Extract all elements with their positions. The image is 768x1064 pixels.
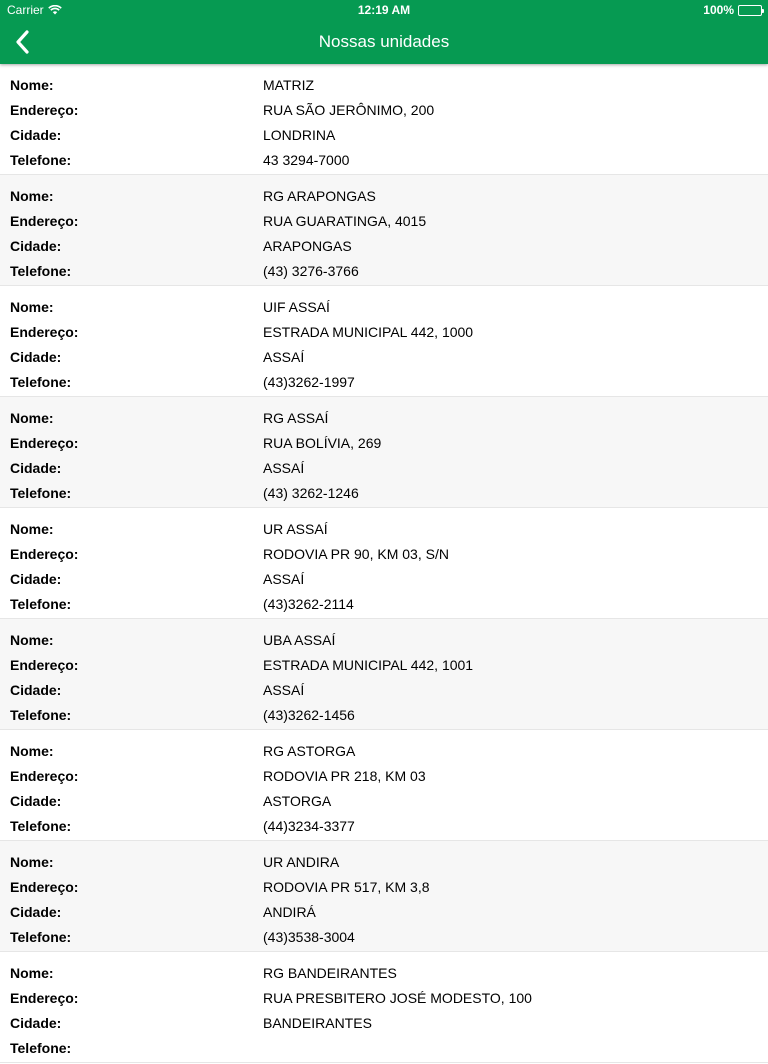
unit-nome-value: UR ANDIRA [263, 854, 340, 870]
unit-nome-label: Nome: [10, 188, 54, 204]
unit-nome-row [0, 76, 768, 101]
unit-telefone-value [263, 1039, 768, 1064]
unit-telefone-label: Telefone: [10, 596, 72, 612]
unit-telefone-value: (43)3538-3004 [263, 929, 355, 945]
unit-endereco-value: RUA SÃO JERÔNIMO, 200 [263, 102, 435, 118]
unit-list-item[interactable] [0, 175, 768, 286]
unit-endereco-row [0, 212, 768, 237]
unit-cidade-row [0, 1014, 768, 1039]
unit-list-item[interactable] [0, 286, 768, 397]
unit-telefone-row [0, 484, 768, 509]
unit-endereco-value: RUA BOLÍVIA, 269 [263, 435, 382, 451]
unit-endereco-row [0, 767, 768, 792]
unit-endereco-label: Endereço: [10, 213, 79, 229]
unit-cidade-value: ASTORGA [263, 793, 332, 809]
unit-cidade-row [0, 126, 768, 151]
unit-telefone-row [0, 706, 768, 731]
unit-cidade-label: Cidade: [10, 904, 62, 920]
unit-cidade-value: BANDEIRANTES [263, 1015, 372, 1031]
unit-nome-row [0, 742, 768, 767]
carrier-label: Carrier [7, 3, 44, 17]
unit-nome-row [0, 964, 768, 989]
unit-list-item[interactable] [0, 64, 768, 175]
unit-nome-row [0, 853, 768, 878]
unit-cidade-label: Cidade: [10, 127, 62, 143]
unit-nome-label: Nome: [10, 521, 54, 537]
unit-nome-value: RG BANDEIRANTES [263, 965, 397, 981]
unit-telefone-row [0, 928, 768, 953]
unit-nome-value: RG ASTORGA [263, 743, 356, 759]
unit-endereco-label: Endereço: [10, 435, 79, 451]
unit-telefone-label: Telefone: [10, 152, 72, 168]
unit-telefone-label: Telefone: [10, 1040, 72, 1056]
navigation-bar [0, 20, 768, 64]
unit-nome-value: UR ASSAÍ [263, 521, 328, 537]
unit-cidade-label: Cidade: [10, 349, 62, 365]
status-bar [0, 0, 768, 20]
unit-telefone-row [0, 373, 768, 398]
unit-endereco-value: RODOVIA PR 218, KM 03 [263, 768, 426, 784]
unit-telefone-row [0, 595, 768, 620]
unit-nome-row [0, 298, 768, 323]
unit-endereco-row [0, 101, 768, 126]
unit-telefone-value: (43) 3276-3766 [263, 263, 359, 279]
unit-endereco-value: RUA GUARATINGA, 4015 [263, 213, 427, 229]
page-title: Nossas unidades [318, 32, 450, 51]
unit-telefone-label: Telefone: [10, 929, 72, 945]
unit-cidade-row [0, 570, 768, 595]
unit-telefone-label: Telefone: [10, 707, 72, 723]
unit-telefone-label: Telefone: [10, 263, 72, 279]
unit-cidade-row [0, 459, 768, 484]
unit-telefone-row [0, 262, 768, 287]
unit-nome-label: Nome: [10, 77, 54, 93]
unit-cidade-row [0, 237, 768, 262]
unit-endereco-value: RODOVIA PR 517, KM 3,8 [263, 879, 430, 895]
unit-cidade-value: ASSAÍ [263, 349, 305, 365]
unit-endereco-value: ESTRADA MUNICIPAL 442, 1000 [263, 324, 474, 340]
unit-list-item[interactable] [0, 952, 768, 1063]
battery-indicator [703, 3, 762, 17]
unit-telefone-row [0, 817, 768, 842]
unit-nome-label: Nome: [10, 410, 54, 426]
unit-nome-label: Nome: [10, 965, 54, 981]
unit-cidade-label: Cidade: [10, 793, 62, 809]
unit-list-item[interactable] [0, 397, 768, 508]
unit-endereco-row [0, 323, 768, 348]
unit-telefone-label: Telefone: [10, 818, 72, 834]
unit-cidade-value: ASSAÍ [263, 682, 305, 698]
unit-endereco-value: RUA PRESBITERO JOSÉ MODESTO, 100 [263, 990, 532, 1006]
unit-cidade-value: ASSAÍ [263, 571, 305, 587]
unit-nome-row [0, 187, 768, 212]
unit-endereco-row [0, 989, 768, 1014]
unit-endereco-row [0, 656, 768, 681]
unit-endereco-row [0, 434, 768, 459]
unit-endereco-label: Endereço: [10, 990, 79, 1006]
unit-nome-label: Nome: [10, 299, 54, 315]
unit-endereco-label: Endereço: [10, 546, 79, 562]
unit-telefone-label: Telefone: [10, 485, 72, 501]
status-time: 12:19 AM [357, 3, 411, 17]
unit-nome-label: Nome: [10, 743, 54, 759]
unit-endereco-label: Endereço: [10, 102, 79, 118]
unit-cidade-label: Cidade: [10, 571, 62, 587]
unit-telefone-value: (43) 3262-1246 [263, 485, 359, 501]
unit-list-item[interactable] [0, 508, 768, 619]
unit-telefone-row [0, 151, 768, 176]
unit-telefone-value: (43)3262-2114 [263, 596, 354, 612]
unit-cidade-value: LONDRINA [263, 127, 336, 143]
unit-nome-label: Nome: [10, 632, 54, 648]
unit-nome-row [0, 409, 768, 434]
unit-endereco-label: Endereço: [10, 657, 79, 673]
unit-cidade-row [0, 681, 768, 706]
unit-endereco-label: Endereço: [10, 324, 79, 340]
app-header [0, 0, 768, 64]
unit-nome-row [0, 520, 768, 545]
unit-telefone-value: (43)3262-1456 [263, 707, 355, 723]
unit-cidade-label: Cidade: [10, 460, 62, 476]
units-list [0, 64, 768, 1063]
unit-nome-row [0, 631, 768, 656]
unit-telefone-row [0, 1039, 768, 1064]
unit-cidade-value: ARAPONGAS [263, 238, 352, 254]
unit-nome-value: RG ARAPONGAS [263, 188, 376, 204]
unit-nome-value: UBA ASSAÍ [263, 632, 336, 648]
unit-cidade-row [0, 792, 768, 817]
unit-list-item[interactable] [0, 841, 768, 952]
unit-telefone-value: 43 3294-7000 [263, 152, 350, 168]
unit-endereco-row [0, 878, 768, 903]
battery-percent: 100% [703, 3, 734, 17]
unit-nome-label: Nome: [10, 854, 54, 870]
unit-list-item[interactable] [0, 730, 768, 841]
unit-endereco-value: ESTRADA MUNICIPAL 442, 1001 [263, 657, 474, 673]
unit-telefone-value: (44)3234-3377 [263, 818, 355, 834]
unit-endereco-label: Endereço: [10, 768, 79, 784]
unit-cidade-value: ANDIRÁ [263, 904, 316, 920]
unit-cidade-row [0, 903, 768, 928]
unit-nome-value: MATRIZ [263, 77, 315, 93]
unit-nome-value: RG ASSAÍ [263, 410, 329, 426]
unit-cidade-label: Cidade: [10, 682, 62, 698]
unit-telefone-value: (43)3262-1997 [263, 374, 355, 390]
unit-endereco-label: Endereço: [10, 879, 79, 895]
unit-endereco-value: RODOVIA PR 90, KM 03, S/N [263, 546, 449, 562]
unit-telefone-label: Telefone: [10, 374, 72, 390]
unit-cidade-row [0, 348, 768, 373]
unit-cidade-value: ASSAÍ [263, 460, 305, 476]
unit-list-item[interactable] [0, 619, 768, 730]
battery-icon [738, 5, 762, 16]
unit-cidade-label: Cidade: [10, 238, 62, 254]
unit-endereco-row [0, 545, 768, 570]
unit-cidade-label: Cidade: [10, 1015, 62, 1031]
unit-nome-value: UIF ASSAÍ [263, 299, 330, 315]
